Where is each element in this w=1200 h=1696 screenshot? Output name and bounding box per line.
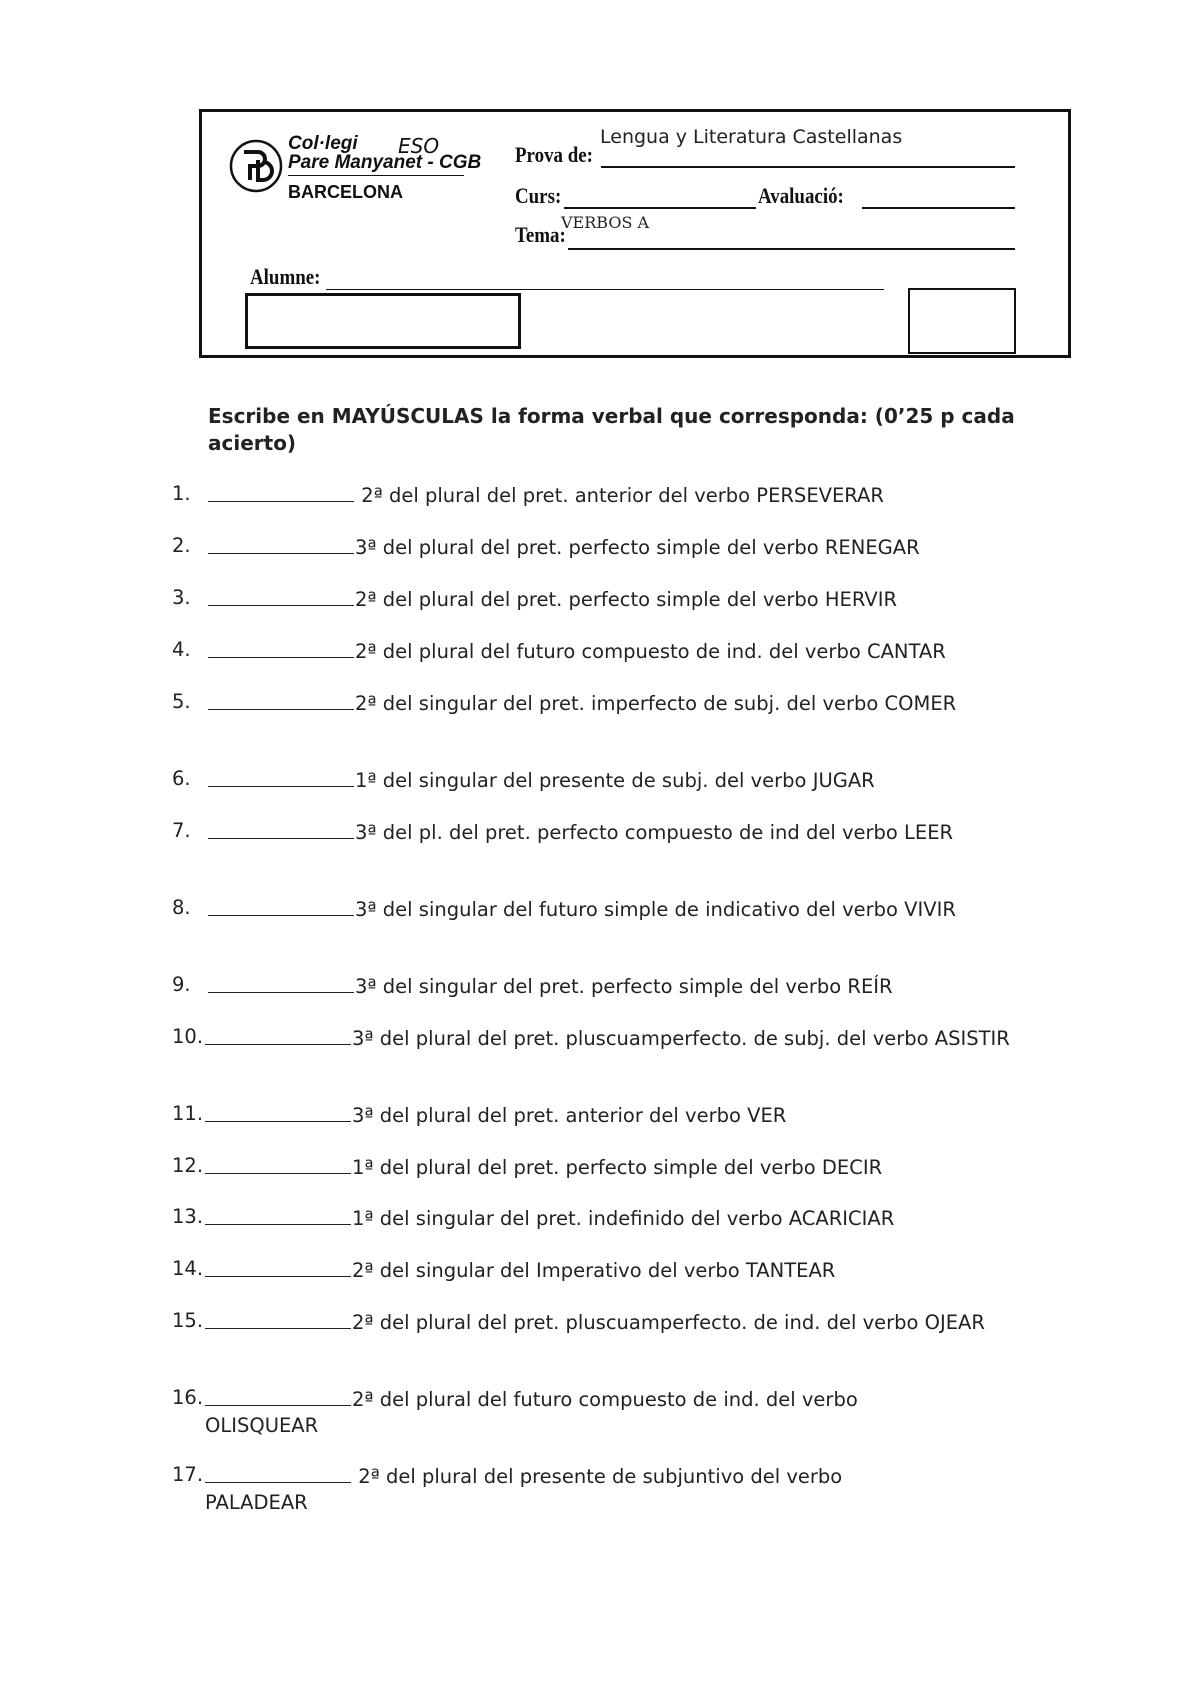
avaluacio-line bbox=[862, 207, 1015, 209]
student-id-box[interactable] bbox=[245, 293, 521, 349]
answer-blank[interactable] bbox=[205, 1385, 351, 1406]
curs-line bbox=[564, 207, 756, 209]
answer-blank[interactable] bbox=[208, 818, 354, 839]
exercise-text: 3ª del plural del pret. anterior del verbo VER bbox=[352, 1104, 787, 1127]
exercise-number: 5. bbox=[172, 690, 191, 713]
exercise-text: 3ª del pl. del pret. perfecto compuesto de ind del verbo LEER bbox=[355, 821, 954, 844]
exercise-number: 8. bbox=[172, 896, 191, 919]
exercise-number: 12. bbox=[172, 1154, 204, 1177]
alumne-label: Alumne: bbox=[250, 264, 321, 289]
exercise-number: 10. bbox=[172, 1025, 204, 1048]
exercise-text: 2ª del plural del pret. pluscuamperfecto. de ind. del verbo OJEAR bbox=[352, 1311, 985, 1334]
exercise-number: 11. bbox=[172, 1102, 204, 1125]
answer-blank[interactable] bbox=[208, 533, 354, 554]
exercise-number: 15. bbox=[172, 1309, 204, 1332]
exercise-text: 2ª del plural del presente de subjuntivo del verbo PALADEAR bbox=[205, 1465, 843, 1514]
avaluacio-label: Avaluació: bbox=[758, 183, 844, 208]
exercise-number: 6. bbox=[172, 767, 191, 790]
curs-label: Curs: bbox=[515, 183, 562, 208]
exercise-text: 3ª del plural del pret. perfecto simple del verbo RENEGAR bbox=[355, 536, 920, 559]
instructions: Escribe en MAYÚSCULAS la forma verbal que corresponda: (0’25 p cada acierto) bbox=[208, 404, 1015, 455]
exercise-text: 2ª del plural del pret. anterior del verbo PERSEVERAR bbox=[361, 484, 884, 507]
tema-line bbox=[568, 248, 1015, 250]
exercise-text: 1ª del singular del presente de subj. del verbo JUGAR bbox=[355, 769, 875, 792]
answer-blank[interactable] bbox=[208, 972, 354, 993]
school-rule bbox=[288, 175, 464, 176]
tema-label: Tema: bbox=[515, 222, 566, 247]
exercise-text: 3ª del plural del pret. pluscuamperfecto. de subj. del verbo ASISTIR bbox=[352, 1027, 1010, 1050]
answer-blank[interactable] bbox=[205, 1204, 351, 1225]
exam-header bbox=[199, 109, 1071, 358]
exercise-text: 2ª del plural del futuro compuesto de ind. del verbo CANTAR bbox=[355, 640, 946, 663]
answer-blank[interactable] bbox=[205, 1462, 351, 1483]
exercise-text: 1ª del singular del pret. indefinido del verbo ACARICIAR bbox=[352, 1207, 895, 1230]
answer-blank[interactable] bbox=[208, 766, 354, 787]
exercise-number: 9. bbox=[172, 973, 191, 996]
school-line-2: Pare Manyanet - CGB bbox=[288, 152, 482, 173]
school-name-lines bbox=[288, 134, 481, 172]
exercise-number: 17. bbox=[172, 1463, 204, 1486]
exercise-number: 16. bbox=[172, 1386, 204, 1409]
prova-label: Prova de: bbox=[515, 142, 593, 167]
grade-box[interactable] bbox=[908, 288, 1016, 354]
prova-value[interactable]: Lengua y Literatura Castellanas bbox=[600, 126, 903, 148]
school-logo-icon bbox=[228, 138, 284, 194]
answer-blank[interactable] bbox=[205, 1024, 351, 1045]
tema-value[interactable]: VERBOS A bbox=[561, 213, 650, 232]
school-city: BARCELONA bbox=[288, 182, 403, 202]
answer-blank[interactable] bbox=[205, 1308, 351, 1329]
answer-blank[interactable] bbox=[208, 895, 354, 916]
exercise-number: 14. bbox=[172, 1257, 204, 1280]
exercise-text: 2ª del singular del Imperativo del verbo TANTEAR bbox=[352, 1259, 836, 1282]
answer-blank[interactable] bbox=[205, 1256, 351, 1277]
prova-line bbox=[601, 166, 1015, 168]
exercise-number: 2. bbox=[172, 534, 191, 557]
exercise-number: 3. bbox=[172, 586, 191, 609]
exercise-number: 1. bbox=[172, 482, 191, 505]
exercise-number: 4. bbox=[172, 638, 191, 661]
answer-blank[interactable] bbox=[208, 585, 354, 606]
exercise-text: 1ª del plural del pret. perfecto simple del verbo DECIR bbox=[352, 1156, 883, 1179]
answer-blank[interactable] bbox=[205, 1153, 351, 1174]
exercise-text: 2ª del plural del futuro compuesto de ind. del verbo OLISQUEAR bbox=[205, 1388, 858, 1437]
answer-blank[interactable] bbox=[208, 637, 354, 658]
exercise-text: 2ª del singular del pret. imperfecto de subj. del verbo COMER bbox=[355, 692, 957, 715]
answer-blank[interactable] bbox=[208, 689, 354, 710]
exercise-text: 3ª del singular del pret. perfecto simple del verbo REÍR bbox=[355, 975, 893, 998]
exercise-number: 7. bbox=[172, 819, 191, 842]
exercise-number: 13. bbox=[172, 1205, 204, 1228]
school-line-1: Col·legi bbox=[288, 133, 358, 154]
answer-blank[interactable] bbox=[208, 481, 354, 502]
answer-blank[interactable] bbox=[205, 1101, 351, 1122]
exercise-text: 3ª del singular del futuro simple de indicativo del verbo VIVIR bbox=[355, 898, 956, 921]
stage-label: ESO bbox=[398, 134, 440, 158]
alumne-line bbox=[326, 289, 884, 290]
exercise-text: 2ª del plural del pret. perfecto simple del verbo HERVIR bbox=[355, 588, 897, 611]
